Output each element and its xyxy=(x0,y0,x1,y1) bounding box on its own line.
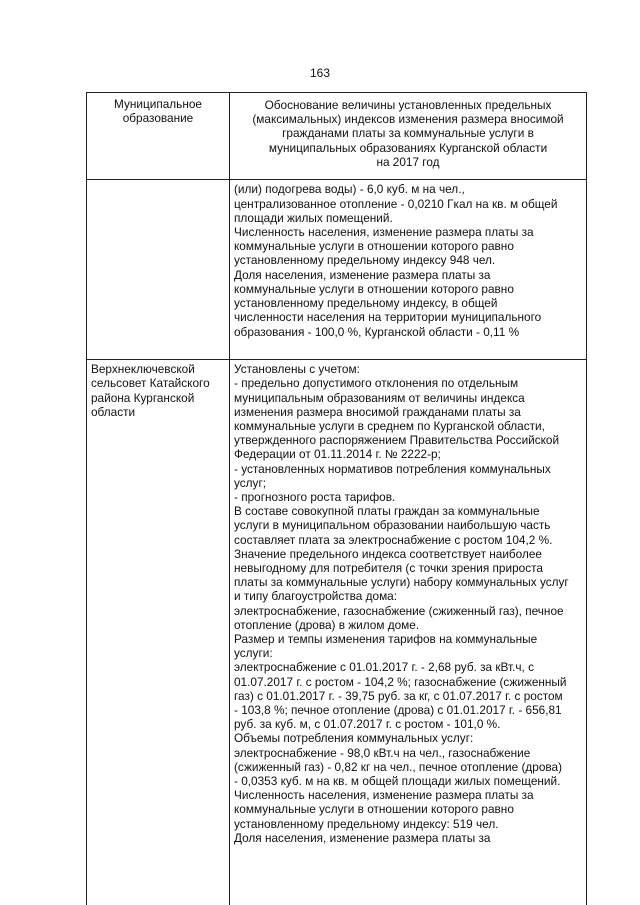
justification-line: электроснабжение, газоснабжение (сжиженный газ), печное xyxy=(234,603,564,618)
justification-line: руб. за куб. м, с 01.07.2017 г. с ростом - 101,0 %. xyxy=(234,717,501,732)
justification-line: (или) подогрева воды) - 6,0 куб. м на чел., xyxy=(234,182,465,197)
justification-line: услуги в муниципальном образовании наибольшую часть xyxy=(234,518,551,533)
justification-line: коммунальные услуги в отношении которого равно xyxy=(234,802,514,817)
justification-line: электроснабжение с 01.01.2017 г. - 2,68 руб. за кВт.ч, с xyxy=(234,660,535,675)
municipality-line: района Курганской xyxy=(91,390,195,405)
justification-line: - предельно допустимого отклонения по отдельным xyxy=(234,376,519,391)
justification-line: Размер и темпы изменения тарифов на коммунальные xyxy=(234,631,538,646)
justification-line: централизованное отопление - 0,0210 Гкал на кв. м общей xyxy=(234,196,558,211)
justification-line: электроснабжение - 98,0 кВт.ч на чел., газоснабжение xyxy=(234,745,531,760)
justification-line: Численность населения, изменение размера платы за xyxy=(234,225,534,240)
page-number: 163 xyxy=(309,66,331,80)
justification-line: Федерации от 01.11.2014 г. № 2222-р; xyxy=(234,447,441,462)
justification-line: численности населения на территории муниципального xyxy=(234,310,542,325)
justification-line: Численность населения, изменение размера платы за xyxy=(234,788,534,803)
header-justification-line: гражданами платы за коммунальные услуги в xyxy=(282,126,534,141)
justification-line: муниципальным образованиям от величины индекса xyxy=(234,390,525,405)
justification-line: коммунальные услуги в отношении которого равно xyxy=(234,239,514,254)
justification-line: составляет плата за электроснабжение с ростом 104,2 %. xyxy=(234,532,553,547)
municipality-line: области xyxy=(91,404,136,419)
justification-line: Установлены с учетом: xyxy=(234,362,360,377)
justification-line: установленному предельному индексу 948 чел. xyxy=(234,253,496,268)
header-justification-line: Обоснование величины установленных предельных xyxy=(264,98,552,112)
justification-line: 01.07.2017 г. с ростом - 104,2 %; газоснабжение (сжиженный xyxy=(234,674,567,689)
justification-line: коммунальные услуги в среднем по Курганской области, xyxy=(234,418,545,433)
municipality-cell xyxy=(87,360,230,905)
header-justification-cell xyxy=(230,93,587,180)
justification-line: Доля населения, изменение размера платы за xyxy=(234,830,491,845)
justification-line: Значение предельного индекса соответствует наиболее xyxy=(234,546,542,561)
table-row xyxy=(87,180,587,360)
justification-line: услуги: xyxy=(234,646,273,661)
justification-cell xyxy=(230,180,587,360)
justification-line: и типу благоустройства дома: xyxy=(234,589,398,604)
municipality-cell xyxy=(87,180,230,360)
justification-line: коммунальные услуги в отношении которого равно xyxy=(234,281,514,296)
justification-line: изменения размера вносимой гражданами платы за xyxy=(234,404,521,419)
justification-line: невыгодному для потребителя (с точки зрения прироста xyxy=(234,560,543,575)
header-municipality-line: образование xyxy=(122,111,194,126)
justification-line: установленному предельному индексу, в общей xyxy=(234,296,498,311)
justification-line: установленному предельному индексу: 519 чел. xyxy=(234,816,499,831)
justification-line: Доля населения, изменение размера платы за xyxy=(234,267,491,282)
header-municipality-line: Муниципальное xyxy=(114,97,202,111)
header-justification-line: (максимальных) индексов изменения размера вносимой xyxy=(252,112,564,127)
header-justification-line: на 2017 год xyxy=(376,154,440,169)
justification-line: отопление (дрова) в жилом доме. xyxy=(234,617,420,632)
justification-line: Объемы потребления коммунальных услуг: xyxy=(234,731,474,746)
justification-line: - 0,0353 куб. м на кв. м общей площади жилых помещений. xyxy=(234,774,561,789)
justification-line: (сжиженный газ) - 0,82 кг на чел., печное отопление (дрова) xyxy=(234,759,563,774)
justification-line: - 103,8 %; печное отопление (дрова) с 01.01.2017 г. - 656,81 xyxy=(234,703,562,717)
table-header-row xyxy=(87,93,587,180)
justification-line: - установленных нормативов потребления коммунальных xyxy=(234,461,551,476)
justification-line: газ) с 01.01.2017 г. - 39,75 руб. за кг, с 01.07.2017 г. с ростом xyxy=(234,688,563,703)
header-justification-line: муниципальных образованиях Курганской области xyxy=(268,140,548,155)
header-municipality-cell xyxy=(87,93,230,180)
justification-line: образования - 100,0 %, Курганской области - 0,11 % xyxy=(234,324,520,339)
justification-line: платы за коммунальные услуги) набору коммунальных услуг xyxy=(234,575,569,590)
justification-cell xyxy=(230,360,587,905)
justification-line: площади жилых помещений. xyxy=(234,210,393,225)
table-row xyxy=(87,360,587,905)
municipality-line: сельсовет Катайского xyxy=(91,376,210,391)
tariff-index-table xyxy=(86,92,587,905)
justification-line: В составе совокупной платы граждан за коммунальные xyxy=(234,504,540,519)
justification-line: - прогнозного роста тарифов. xyxy=(234,489,396,504)
justification-line: утвержденного распоряжением Правительства Российской xyxy=(234,433,560,448)
municipality-line: Верхнеключевской xyxy=(91,362,195,377)
justification-line: услуг; xyxy=(234,475,267,490)
